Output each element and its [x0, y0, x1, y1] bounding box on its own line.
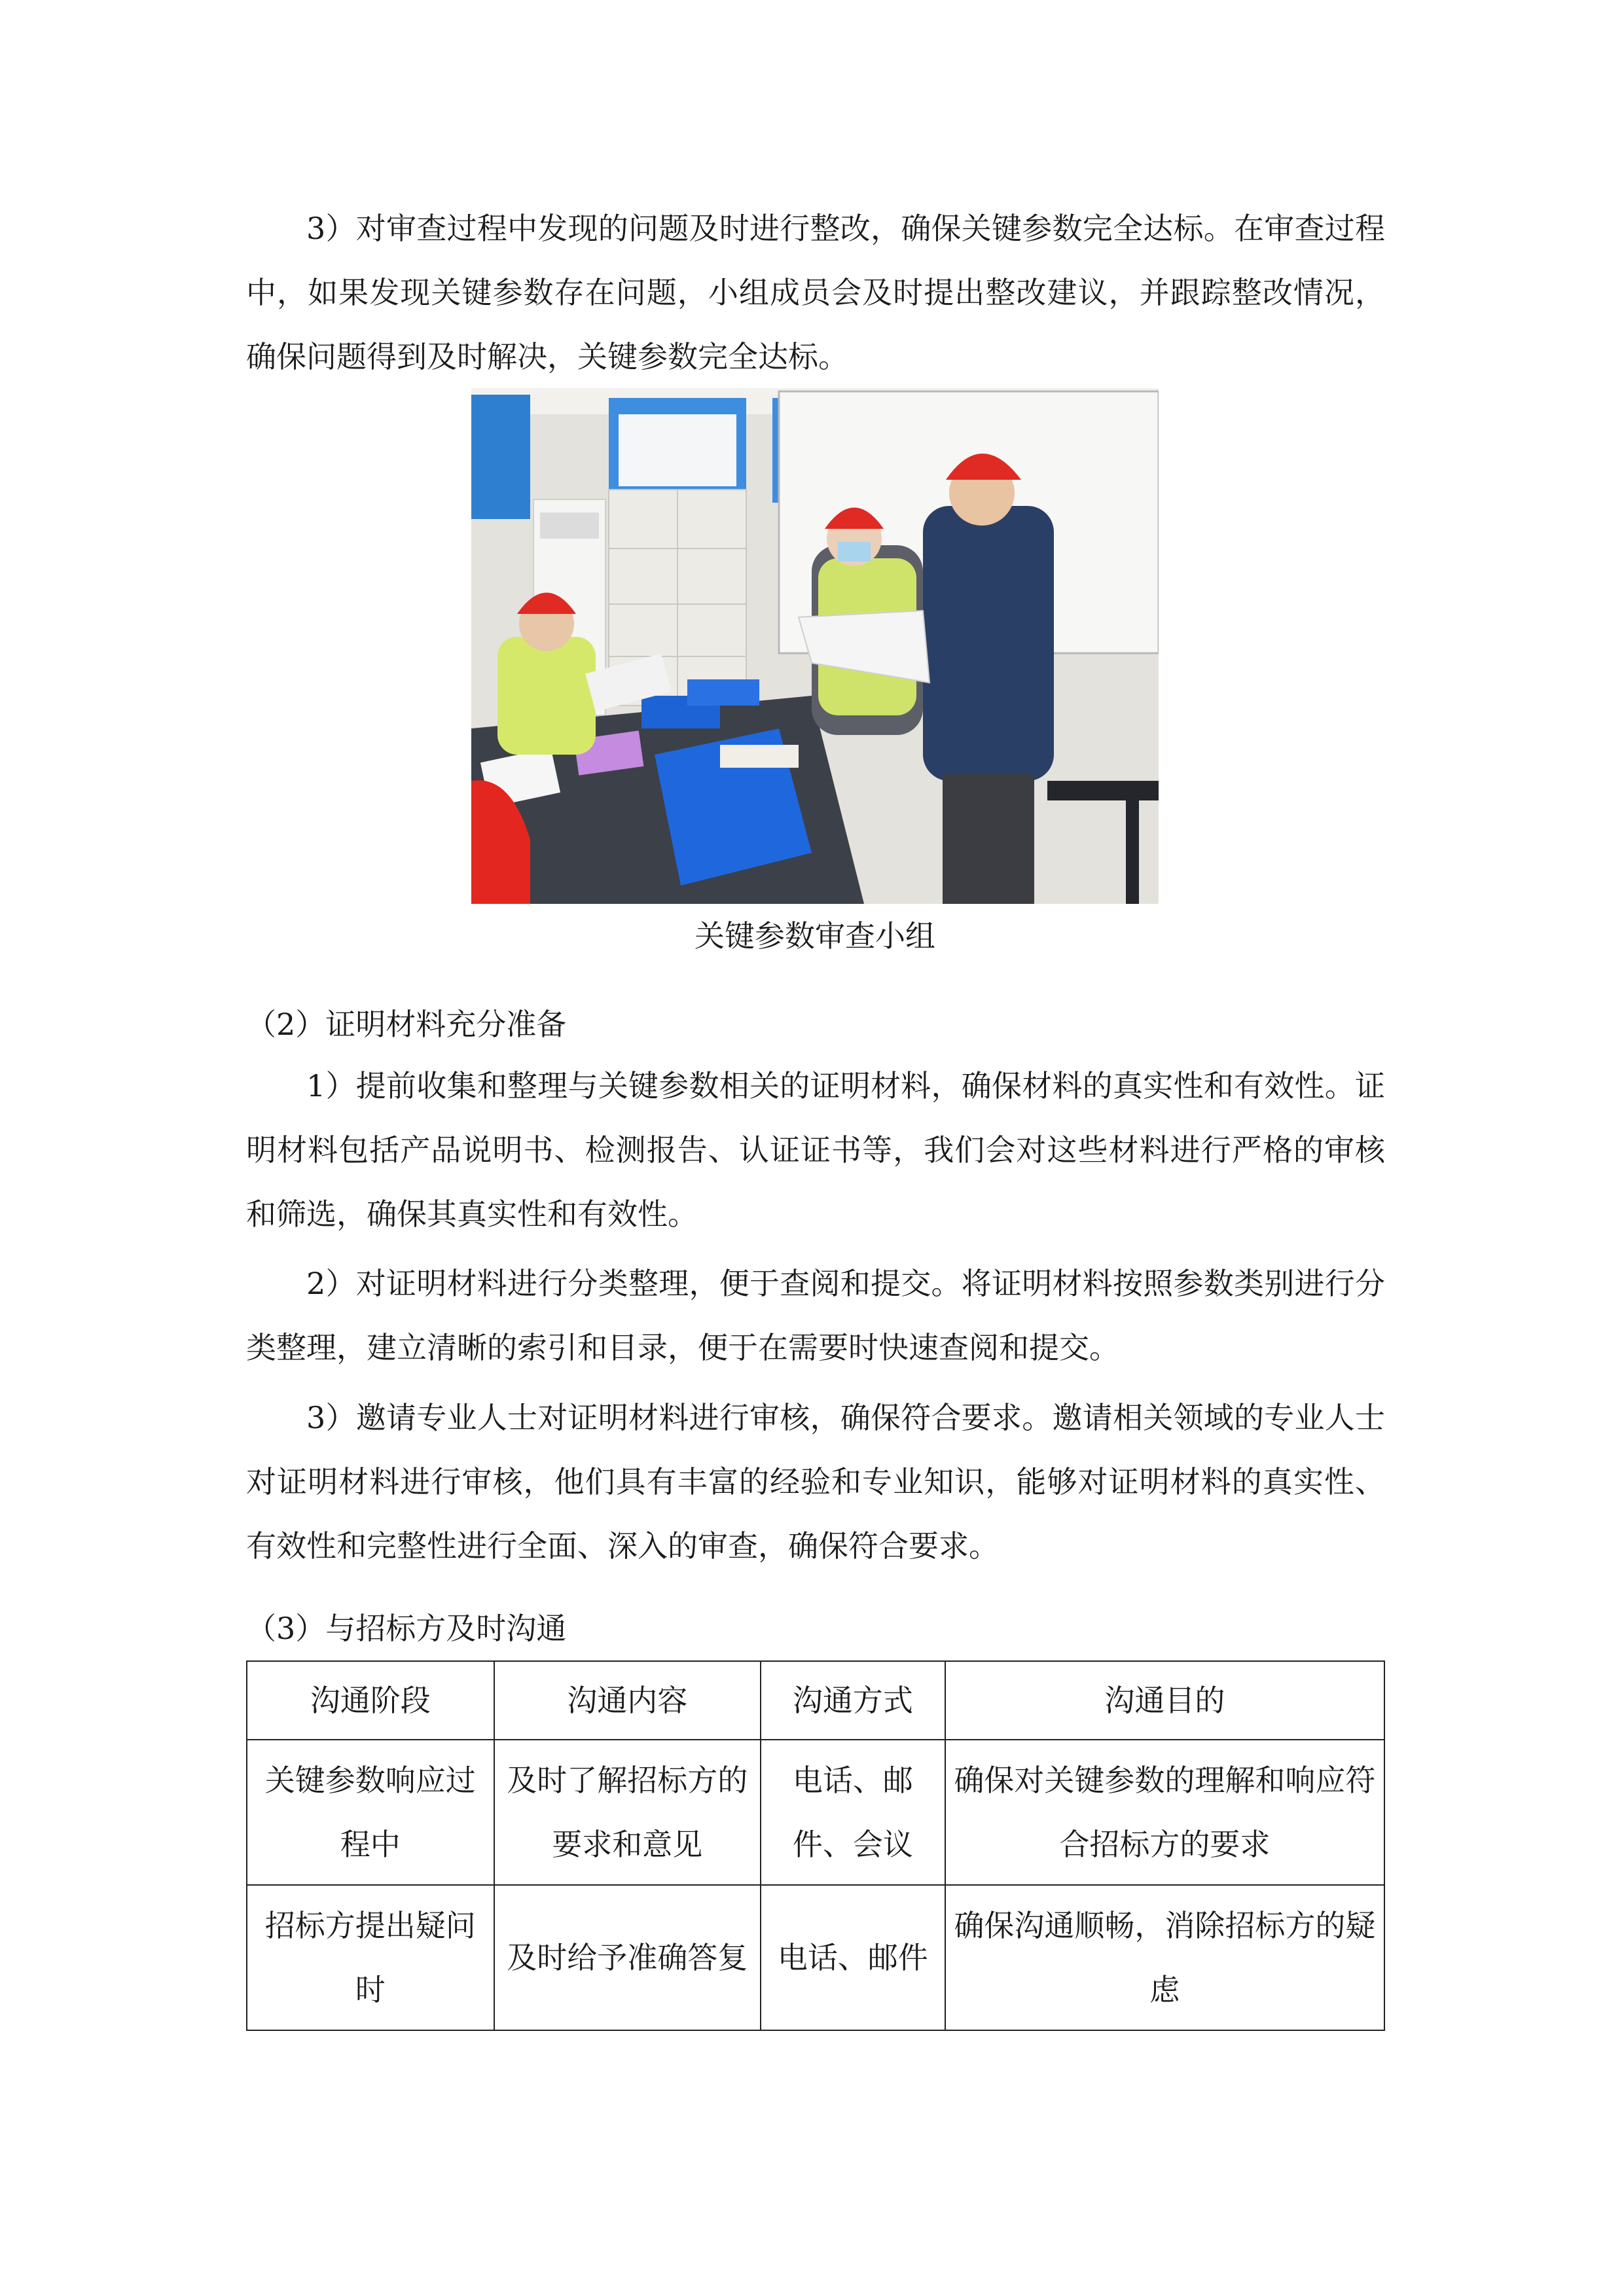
paragraph-collect-materials: 1）提前收集和整理与关键参数相关的证明材料，确保材料的真实性和有效性。证明材料包括产品说明书、检测报告、认证证书等，我们会对这些材料进行严格的审核和筛选，确保其真实性和有效性。 [246, 1068, 1385, 1232]
section-heading-materials: （2）证明材料充分准备 [246, 1007, 567, 1042]
table-cell: 招标方提出疑问时 [247, 1885, 494, 2030]
paragraph-rectification: 3）对审查过程中发现的问题及时进行整改，确保关键参数完全达标。在审查过程中，如果发现关键参数存在问题，小组成员会及时提出整改建议，并跟踪整改情况，确保问题得到及时解决，关键参数完全达标。 [246, 211, 1385, 374]
table-cell: 及时给予准确答复 [494, 1885, 761, 2030]
paragraph-expert-review: 3）邀请专业人士对证明材料进行审核，确保符合要求。邀请相关领域的专业人士对证明材料进行审核，他们具有丰富的经验和专业知识，能够对证明材料的真实性、有效性和完整性进行全面、深入的审查，确保符合要求。 [246, 1400, 1385, 1564]
table-header-row [247, 1661, 1384, 1740]
table-cell: 电话、邮件 [761, 1885, 945, 2030]
communication-table [246, 1660, 1385, 2031]
table-header-method: 沟通方式 [761, 1661, 945, 1740]
figure-caption: 关键参数审查小组 [695, 918, 935, 954]
table-row [247, 1885, 1384, 2030]
paragraph-classify-materials: 2）对证明材料进行分类整理，便于查阅和提交。将证明材料按照参数类别进行分类整理，建立清晰的索引和目录，便于在需要时快速查阅和提交。 [246, 1266, 1385, 1365]
table-cell: 确保沟通顺畅，消除招标方的疑虑 [945, 1885, 1384, 2030]
table-header-purpose: 沟通目的 [945, 1661, 1384, 1740]
table-cell: 关键参数响应过程中 [247, 1740, 494, 1885]
table-header-stage: 沟通阶段 [247, 1661, 494, 1740]
table-cell: 电话、邮件、会议 [761, 1740, 945, 1885]
table-row [247, 1740, 1384, 1885]
table-cell: 确保对关键参数的理解和响应符合招标方的要求 [945, 1740, 1384, 1885]
review-team-photo [471, 388, 1159, 904]
table-header-content: 沟通内容 [494, 1661, 761, 1740]
section-heading-communication: （3）与招标方及时沟通 [246, 1611, 567, 1646]
table-cell: 及时了解招标方的要求和意见 [494, 1740, 761, 1885]
photo-illustration [471, 388, 1159, 904]
